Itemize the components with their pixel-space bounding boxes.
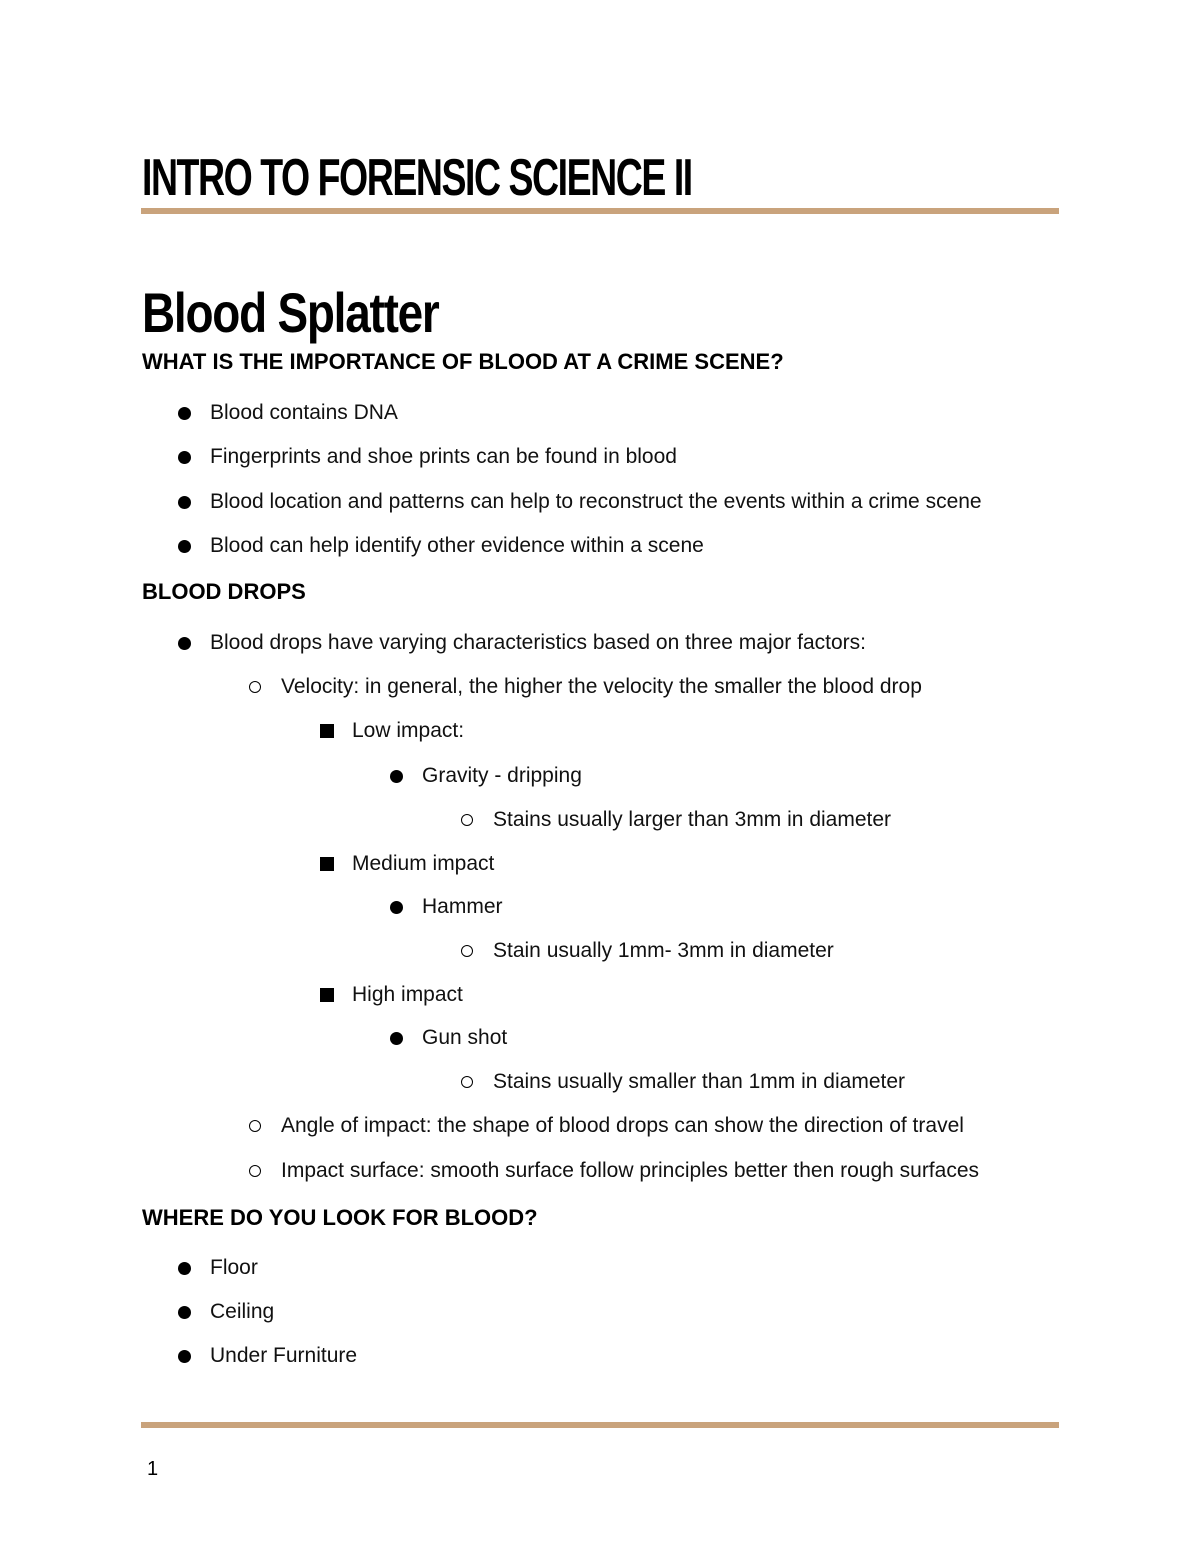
list-item-text: Impact surface: smooth surface follow principles better then rough surfaces <box>281 1159 980 1182</box>
list-item <box>178 1341 357 1371</box>
bullet-icon <box>178 496 210 509</box>
bullet-icon <box>178 1350 210 1363</box>
list-item <box>178 628 866 658</box>
bullet-icon <box>178 540 210 553</box>
list-item <box>390 761 582 791</box>
list-item-text: Blood can help identify other evidence within a scene <box>210 534 704 557</box>
blood-drops-heading: BLOOD DROPS <box>142 579 306 604</box>
list-item-text: High impact <box>352 983 463 1006</box>
footer-divider <box>141 1422 1059 1428</box>
bullet-icon <box>178 407 210 420</box>
list-item <box>461 1067 905 1097</box>
bullet-icon <box>178 451 210 464</box>
list-item-text: Medium impact <box>352 852 495 875</box>
list-item-text: Floor <box>210 1256 258 1279</box>
list-item-text: Velocity: in general, the higher the velocity the smaller the blood drop <box>281 675 922 698</box>
list-item-text: Gravity - dripping <box>422 764 582 787</box>
bullet-icon <box>178 1262 210 1275</box>
page-title: INTRO TO FORENSIC SCIENCE II <box>142 149 692 207</box>
list-item-text: Blood drops have varying characteristics based on three major factors: <box>210 631 866 654</box>
importance-heading: WHAT IS THE IMPORTANCE OF BLOOD AT A CRIME SCENE? <box>142 349 784 374</box>
list-item <box>390 892 503 922</box>
ring-bullet-icon <box>461 814 493 826</box>
square-bullet-icon <box>320 724 352 738</box>
section-title: Blood Splatter <box>142 281 439 344</box>
bullet-icon <box>390 770 422 783</box>
page-number: 1 <box>147 1458 159 1480</box>
list-item <box>249 672 922 702</box>
bullet-icon <box>178 637 210 650</box>
list-item-text: Blood contains DNA <box>210 401 398 424</box>
list-item <box>249 1156 979 1186</box>
ring-bullet-icon <box>461 945 493 957</box>
square-bullet-icon <box>320 988 352 1002</box>
list-item-text: Ceiling <box>210 1300 275 1323</box>
ring-bullet-icon <box>249 681 281 693</box>
list-item <box>320 849 494 879</box>
list-item-text: Fingerprints and shoe prints can be found in blood <box>210 445 677 468</box>
bullet-icon <box>178 1306 210 1319</box>
ring-bullet-icon <box>249 1165 281 1177</box>
bullet-icon <box>390 901 422 914</box>
ring-bullet-icon <box>249 1120 281 1132</box>
list-item-text: Blood location and patterns can help to reconstruct the events within a crime scene <box>210 490 982 513</box>
list-item-text: Under Furniture <box>210 1344 358 1367</box>
list-item-text: Stain usually 1mm- 3mm in diameter <box>493 939 834 962</box>
list-item <box>249 1111 964 1141</box>
list-item <box>178 398 398 428</box>
list-item-text: Gun shot <box>422 1026 508 1049</box>
list-item-text: Stains usually larger than 3mm in diameter <box>493 808 892 831</box>
square-bullet-icon <box>320 857 352 871</box>
list-item <box>390 1023 507 1053</box>
list-item <box>178 531 704 561</box>
list-item <box>178 1297 274 1327</box>
list-item <box>178 442 677 472</box>
where-to-look-heading: WHERE DO YOU LOOK FOR BLOOD? <box>142 1205 538 1230</box>
list-item-text: Hammer <box>422 895 503 918</box>
list-item <box>320 980 463 1010</box>
list-item <box>320 716 464 746</box>
list-item <box>178 1253 258 1283</box>
list-item <box>461 936 834 966</box>
list-item-text: Stains usually smaller than 1mm in diameter <box>493 1070 906 1093</box>
list-item-text: Angle of impact: the shape of blood drops can show the direction of travel <box>281 1114 964 1137</box>
title-divider <box>141 208 1059 214</box>
list-item-text: Low impact: <box>352 719 465 742</box>
list-item <box>461 805 891 835</box>
bullet-icon <box>390 1032 422 1045</box>
list-item <box>178 487 982 517</box>
ring-bullet-icon <box>461 1076 493 1088</box>
